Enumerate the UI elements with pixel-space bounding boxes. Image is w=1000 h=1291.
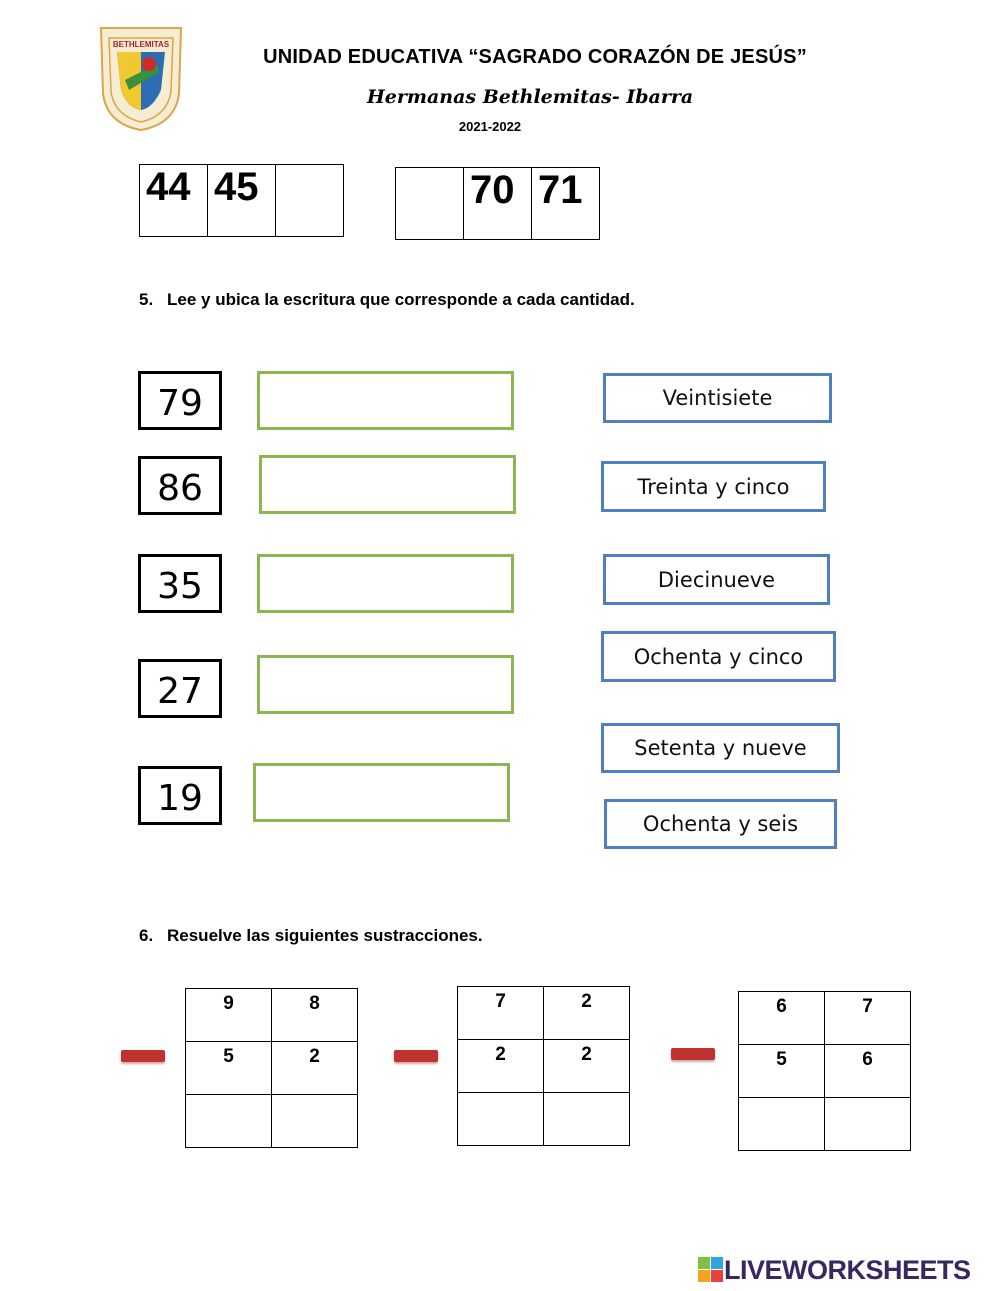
sequence-cell: 44 — [140, 165, 208, 237]
sequence-cell: 70 — [464, 168, 532, 240]
subtraction-grid-1 — [185, 988, 358, 1148]
logo-text: BETHLEMITAS — [112, 40, 170, 49]
word-card[interactable]: Ochenta y cinco — [601, 631, 836, 682]
school-subtitle: Hermanas Bethlemitas- Ibarra — [366, 86, 694, 108]
sequence-cell: 45 — [208, 165, 276, 237]
word-card[interactable]: Ochenta y seis — [604, 799, 837, 849]
digit-cell: 2 — [272, 1042, 358, 1095]
number-box: 79 — [138, 371, 222, 430]
school-title: UNIDAD EDUCATIVA “SAGRADO CORAZÓN DE JESÚS” — [263, 46, 807, 68]
result-input-cell[interactable] — [544, 1093, 630, 1146]
answer-drop-box[interactable] — [257, 554, 514, 613]
subtraction-grid-3 — [738, 991, 911, 1151]
liveworksheets-brand[interactable] — [698, 1255, 998, 1285]
sequence-cell: 71 — [532, 168, 600, 240]
school-logo — [95, 24, 187, 132]
word-card[interactable]: Veintisiete — [603, 373, 832, 423]
word-card[interactable]: Treinta y cinco — [601, 461, 826, 512]
exercise-5-number: 5. — [139, 290, 154, 309]
digit-cell: 5 — [739, 1045, 825, 1098]
answer-drop-box[interactable] — [257, 371, 514, 430]
digit-cell: 2 — [544, 1040, 630, 1093]
digit-cell: 5 — [186, 1042, 272, 1095]
number-box: 27 — [138, 659, 222, 718]
minus-sign-icon — [394, 1050, 438, 1062]
digit-cell: 7 — [825, 992, 911, 1045]
number-box: 19 — [138, 766, 222, 825]
sequence-answer-cell[interactable] — [276, 165, 344, 237]
exercise-6-text: Resuelve las siguientes sustracciones. — [167, 926, 483, 945]
liveworksheets-wordmark: LIVEWORKSHEETS — [724, 1254, 971, 1285]
result-input-cell[interactable] — [272, 1095, 358, 1148]
exercise-6-instruction — [139, 926, 483, 946]
answer-drop-box[interactable] — [259, 455, 516, 514]
school-year: 2021-2022 — [458, 119, 522, 134]
exercise-6-number: 6. — [139, 926, 154, 945]
result-input-cell[interactable] — [825, 1098, 911, 1151]
result-input-cell[interactable] — [186, 1095, 272, 1148]
digit-cell: 6 — [739, 992, 825, 1045]
minus-sign-icon — [671, 1048, 715, 1060]
digit-cell: 2 — [458, 1040, 544, 1093]
digit-cell: 8 — [272, 989, 358, 1042]
answer-drop-box[interactable] — [257, 655, 514, 714]
word-card[interactable]: Setenta y nueve — [601, 723, 840, 773]
word-card[interactable]: Diecinueve — [603, 554, 830, 605]
result-input-cell[interactable] — [739, 1098, 825, 1151]
exercise-5-instruction — [139, 290, 635, 310]
digit-cell: 2 — [544, 987, 630, 1040]
liveworksheets-logo-icon — [698, 1257, 724, 1283]
digit-cell: 7 — [458, 987, 544, 1040]
digit-cell: 9 — [186, 989, 272, 1042]
sequence-table-2 — [395, 167, 600, 240]
minus-sign-icon — [121, 1050, 165, 1062]
subtraction-grid-2 — [457, 986, 630, 1146]
digit-cell: 6 — [825, 1045, 911, 1098]
answer-drop-box[interactable] — [253, 763, 510, 822]
result-input-cell[interactable] — [458, 1093, 544, 1146]
sequence-answer-cell[interactable] — [396, 168, 464, 240]
number-box: 86 — [138, 456, 222, 515]
number-box: 35 — [138, 554, 222, 613]
sequence-table-1 — [139, 164, 344, 237]
exercise-5-text: Lee y ubica la escritura que corresponde a cada cantidad. — [167, 290, 635, 309]
